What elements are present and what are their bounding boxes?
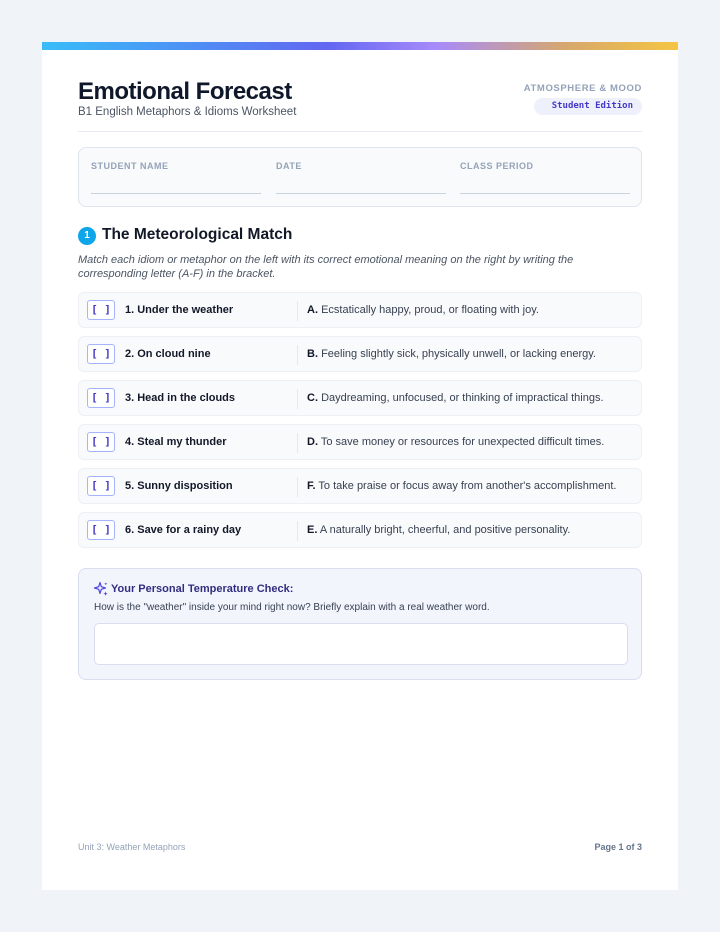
match-row: [78, 380, 642, 416]
meaning-text: [307, 524, 570, 536]
match-row: [78, 424, 642, 460]
theme-label: ATMOSPHERE & MOOD: [523, 83, 642, 94]
temperature-answer-field[interactable]: [94, 623, 628, 665]
match-row: [78, 292, 642, 328]
meaning-letter: F.: [307, 480, 316, 492]
edition-badge: Student Edition: [534, 98, 642, 115]
worksheet-header: [78, 78, 642, 132]
student-info-box: [78, 147, 642, 207]
page-subtitle: B1 English Metaphors & Idioms Worksheet: [78, 106, 297, 118]
row-divider: [297, 301, 298, 321]
temperature-check-prompt: How is the "weather" inside your mind right now? Briefly explain with a real weather word.: [94, 602, 490, 613]
meaning-description: Ecstatically happy, proud, or floating with joy.: [321, 304, 539, 316]
answer-bracket[interactable]: [ ]: [87, 432, 115, 452]
date-line: [276, 193, 446, 194]
answer-bracket[interactable]: [ ]: [87, 520, 115, 540]
meaning-text: [307, 304, 539, 316]
footer-unit: Unit 3: Weather Metaphors: [78, 842, 186, 852]
student-name-field[interactable]: [91, 148, 261, 208]
sparkles-icon: [93, 581, 109, 597]
worksheet-page: [42, 42, 678, 890]
section-number-badge: 1: [78, 227, 96, 245]
meaning-description: Feeling slightly sick, physically unwell, or lacking energy.: [321, 348, 596, 360]
row-divider: [297, 433, 298, 453]
meaning-text: [307, 348, 596, 360]
meaning-description: A naturally bright, cheerful, and positive personality.: [319, 524, 571, 536]
footer-page-number: Page 1 of 3: [594, 842, 642, 852]
student-name-line: [91, 193, 261, 194]
student-name-label: STUDENT NAME: [91, 161, 169, 171]
answer-bracket[interactable]: [ ]: [87, 388, 115, 408]
answer-bracket[interactable]: [ ]: [87, 300, 115, 320]
row-divider: [297, 389, 298, 409]
idiom-text: 3. Head in the clouds: [125, 392, 236, 404]
section-instructions: Match each idiom or metaphor on the left with its correct emotional meaning on the right by writing the corresponding letter (A-F) in the bracket.: [78, 254, 574, 280]
answer-bracket[interactable]: [ ]: [87, 476, 115, 496]
match-row: [78, 336, 642, 372]
class-period-label: CLASS PERIOD: [460, 161, 534, 171]
gradient-top-bar: [42, 42, 678, 50]
meaning-letter: E.: [307, 524, 318, 536]
section-title: The Meteorological Match: [102, 226, 293, 243]
idiom-text: 5. Sunny disposition: [125, 480, 233, 492]
match-row: [78, 468, 642, 504]
meaning-description: To save money or resources for unexpected difficult times.: [320, 436, 605, 448]
class-period-field[interactable]: [460, 148, 630, 208]
idiom-text: 1. Under the weather: [125, 304, 234, 316]
date-label: DATE: [276, 161, 302, 171]
page-title: Emotional Forecast: [78, 78, 292, 105]
row-divider: [297, 345, 298, 365]
meaning-letter: C.: [307, 392, 318, 404]
meaning-letter: D.: [307, 436, 318, 448]
match-row: [78, 512, 642, 548]
meaning-letter: B.: [307, 348, 318, 360]
meaning-text: [307, 392, 604, 404]
date-field[interactable]: [276, 148, 446, 208]
meaning-text: [307, 436, 604, 448]
row-divider: [297, 477, 298, 497]
idiom-text: 4. Steal my thunder: [125, 436, 227, 448]
idiom-text: 2. On cloud nine: [125, 348, 211, 360]
meaning-letter: A.: [307, 304, 318, 316]
temperature-check-title: Your Personal Temperature Check:: [111, 583, 294, 595]
temperature-check-box: [78, 568, 642, 680]
answer-bracket[interactable]: [ ]: [87, 344, 115, 364]
class-period-line: [460, 193, 630, 194]
meaning-description: Daydreaming, unfocused, or thinking of impractical things.: [321, 392, 604, 404]
row-divider: [297, 521, 298, 541]
meaning-description: To take praise or focus away from another's accomplishment.: [318, 480, 617, 492]
meaning-text: [307, 480, 616, 492]
idiom-text: 6. Save for a rainy day: [125, 524, 242, 536]
